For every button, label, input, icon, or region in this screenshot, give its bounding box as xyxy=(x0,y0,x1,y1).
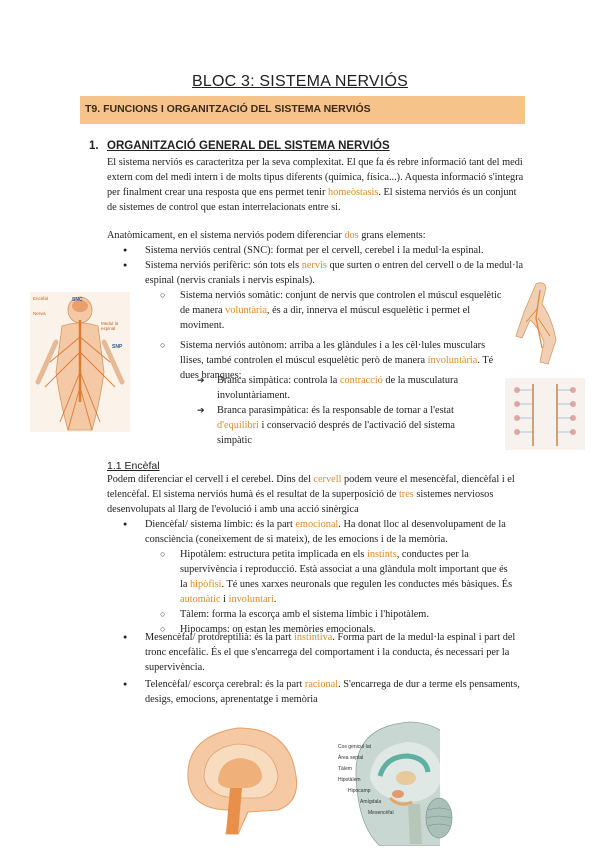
triune-brain-figure xyxy=(168,718,308,838)
label-area-septal: Àrea septal xyxy=(338,755,364,761)
somatic-text-end: , és a dir, innerva el múscul esquelètic i permet el moviment. xyxy=(180,305,471,331)
intro-highlight: homeòstasis xyxy=(328,187,379,198)
bullet-list-branques xyxy=(217,373,487,448)
bullet-list-encefal xyxy=(145,517,525,547)
snp-text-end: que surten o entren del cervell o de la medul·la espinal (nervis cranials i nervis espinals). xyxy=(145,260,524,286)
mesencefal-text: Mesencèfal/ protoreptilià: és la part xyxy=(145,632,294,643)
autonom-highlight: involuntària xyxy=(427,355,478,366)
section-title: T9. FUNCIONS I ORGANITZACIÓ DEL SISTEMA NERVIÓS xyxy=(85,103,371,115)
hipotalem-highlight-hipofisi: hipòfisi xyxy=(190,579,222,590)
parasimpatica-text: Branca parasimpàtica: és la responsable de tornar a l'estat xyxy=(217,405,454,416)
hipotalem-text-3: . Té unes xarxes neuronals que regulen les conductes més bàsiques. És xyxy=(221,579,513,590)
list-item-telencefal xyxy=(145,677,525,707)
autonom-text: Sistema nerviós autònom: arriba a les glàndules i a les cèl·lules musculars llises, també controlen el múscul esquelètic però de manera xyxy=(180,340,486,366)
somatic-text: Sistema nerviós somàtic: conjunt de nervis que controlen el múscul esquelètic de manera xyxy=(180,290,502,316)
autonom-text-end: . Té dues branques: xyxy=(180,355,494,381)
label-nervis: Nervis xyxy=(33,311,46,316)
simpatica-text: Branca simpàtica: controla la xyxy=(217,375,340,386)
hipotalem-text: Hipotàlem: estructura petita implicada en els xyxy=(180,549,367,560)
heading-number: 1. xyxy=(89,140,99,152)
encefal-highlight-tres: tres xyxy=(398,489,414,500)
list-item-diencefal xyxy=(145,517,525,547)
hipotalem-text-2: , conductes per la supervivència i reproducció. Està associat a una glàndula molt important que és la xyxy=(180,549,508,590)
anat-paragraph xyxy=(107,228,525,243)
hipotalem-highlight-involuntari: involuntari xyxy=(228,594,274,605)
parasimpatica-text-end: i conservació després de l'activació del sistema simpàtic xyxy=(217,420,455,446)
encefal-text: Podem diferenciar el cervell i el cerebel. Dins del xyxy=(107,474,314,485)
intro-text: El sistema nerviós es caracteritza per la seva complexitat. El que fa és rebre informació tant del medi extern com del medi intern i de molts tipus diferents (química, física...). Aquesta informació s'integra per finalment crear una resposta que ens permet tenir xyxy=(107,157,524,198)
hipotalem-text-4: i xyxy=(220,594,229,605)
diencefal-text-end: . Ha donat lloc al desenvolupament de la consciència (coneixement de si mateix), de les emocions i de la memòria. xyxy=(145,519,506,545)
bullet-list-sn xyxy=(145,243,525,288)
snp-text: Sistema nerviós perifèric: són tots els xyxy=(145,260,302,271)
encefal-paragraph xyxy=(107,472,525,517)
label-amigdala: Amígdala xyxy=(360,799,382,805)
encefal-text-mid: podem veure el mesencèfal, diencèfal i el telencèfal. El sistema nerviós humà és el resultat de la superposició de xyxy=(107,474,515,500)
label-hipotalem: Hipotàlem xyxy=(338,777,361,783)
snp-highlight: nervis xyxy=(301,260,327,271)
encefal-text-end: sistemes nerviosos desenvolupats al llarg de l'evolució i amb una acció sinèrgica xyxy=(107,489,494,515)
bullet-list-encefal-2 xyxy=(145,630,525,707)
label-snp: SNP xyxy=(112,344,123,350)
diencefal-highlight: emocional xyxy=(295,519,339,530)
list-item-hipocamps: ○ Hipocamps: on estan les memòries emocionals. xyxy=(180,622,515,637)
autonomic-system-figure xyxy=(505,378,585,450)
simpatica-text-end: de la musculatura involuntàriament. xyxy=(217,375,459,401)
intro-paragraph xyxy=(107,155,525,215)
parasimpatica-highlight: d'equilibri xyxy=(217,420,259,431)
anat-text-end: grans elements: xyxy=(358,230,426,241)
subheading-encefal: 1.1 Encèfal xyxy=(107,460,160,472)
list-item-parasimpatica xyxy=(217,403,487,448)
list-item-mesencefal xyxy=(145,630,525,675)
anat-text: Anatòmicament, en el sistema nerviós podem diferenciar xyxy=(107,230,345,241)
list-item-snp xyxy=(145,258,525,288)
hipotalem-highlight-automatic: automàtic xyxy=(180,594,221,605)
telencefal-text-end: . S'encarrega de dur a terme els pensaments, desigs, emocions, aprenentatge i memòria xyxy=(145,679,520,705)
bullet-list-diencefal xyxy=(180,547,515,637)
anat-highlight: dos xyxy=(344,230,359,241)
somatic-innervation-figure xyxy=(512,278,562,366)
mesencefal-highlight: instintiva xyxy=(293,632,333,643)
bullet-list-snp xyxy=(180,288,510,383)
label-talem: Tàlem xyxy=(338,766,352,772)
list-item-talem: ○ Tàlem: forma la escorça amb el sistema límbic i l'hipotàlem. xyxy=(180,607,515,622)
label-encefal: Encèfal xyxy=(33,296,49,301)
label-snc: SNC xyxy=(72,297,83,303)
somatic-highlight: voluntària xyxy=(225,305,267,316)
label-cos-geniculat: Cos genicul·lat xyxy=(338,744,372,750)
page-title: BLOC 3: SISTEMA NERVIÓS xyxy=(192,73,408,90)
intro-text-end: . El sistema nerviós és un conjunt de sistemes de control que estan interrelacionats entre si. xyxy=(107,187,517,213)
label-mesencefal: Mesencèfal xyxy=(368,810,394,816)
cerebellum-figure xyxy=(425,790,453,840)
telencefal-text: Telencèfal/ escorça cerebral: és la part xyxy=(145,679,305,690)
telencefal-highlight: racional xyxy=(304,679,339,690)
diencefal-text: Diencèfal/ sistema límbic: és la part xyxy=(145,519,296,530)
heading-organitzacio xyxy=(89,140,390,152)
heading-text: ORGANITZACIÓ GENERAL DEL SISTEMA NERVIÓS xyxy=(107,140,390,152)
hipotalem-highlight-instints: instints xyxy=(367,549,397,560)
list-item-snc: ● Sistema nerviós central (SNC): format per el cervell, cerebel i la medul·la espinal. xyxy=(145,243,525,258)
label-medulla: Medul·la espinal xyxy=(101,321,119,331)
mesencefal-text-end: . Forma part de la medul·la espinal i part del tronc encefàlic. És el que s'encarrega del comportament i la conducta, és necessari per la supervivència. xyxy=(145,632,516,673)
brain-labels xyxy=(338,742,398,819)
list-item-hipotalem xyxy=(180,547,515,607)
section-banner xyxy=(80,96,525,124)
simpatica-highlight: contracció xyxy=(339,375,383,386)
hipotalem-text-end: . xyxy=(273,594,277,605)
list-item-somatic xyxy=(180,288,510,333)
label-hipocamp: Hipocamp xyxy=(348,788,371,794)
encefal-highlight-cervell: cervell xyxy=(313,474,342,485)
list-item-simpatica xyxy=(217,373,487,403)
